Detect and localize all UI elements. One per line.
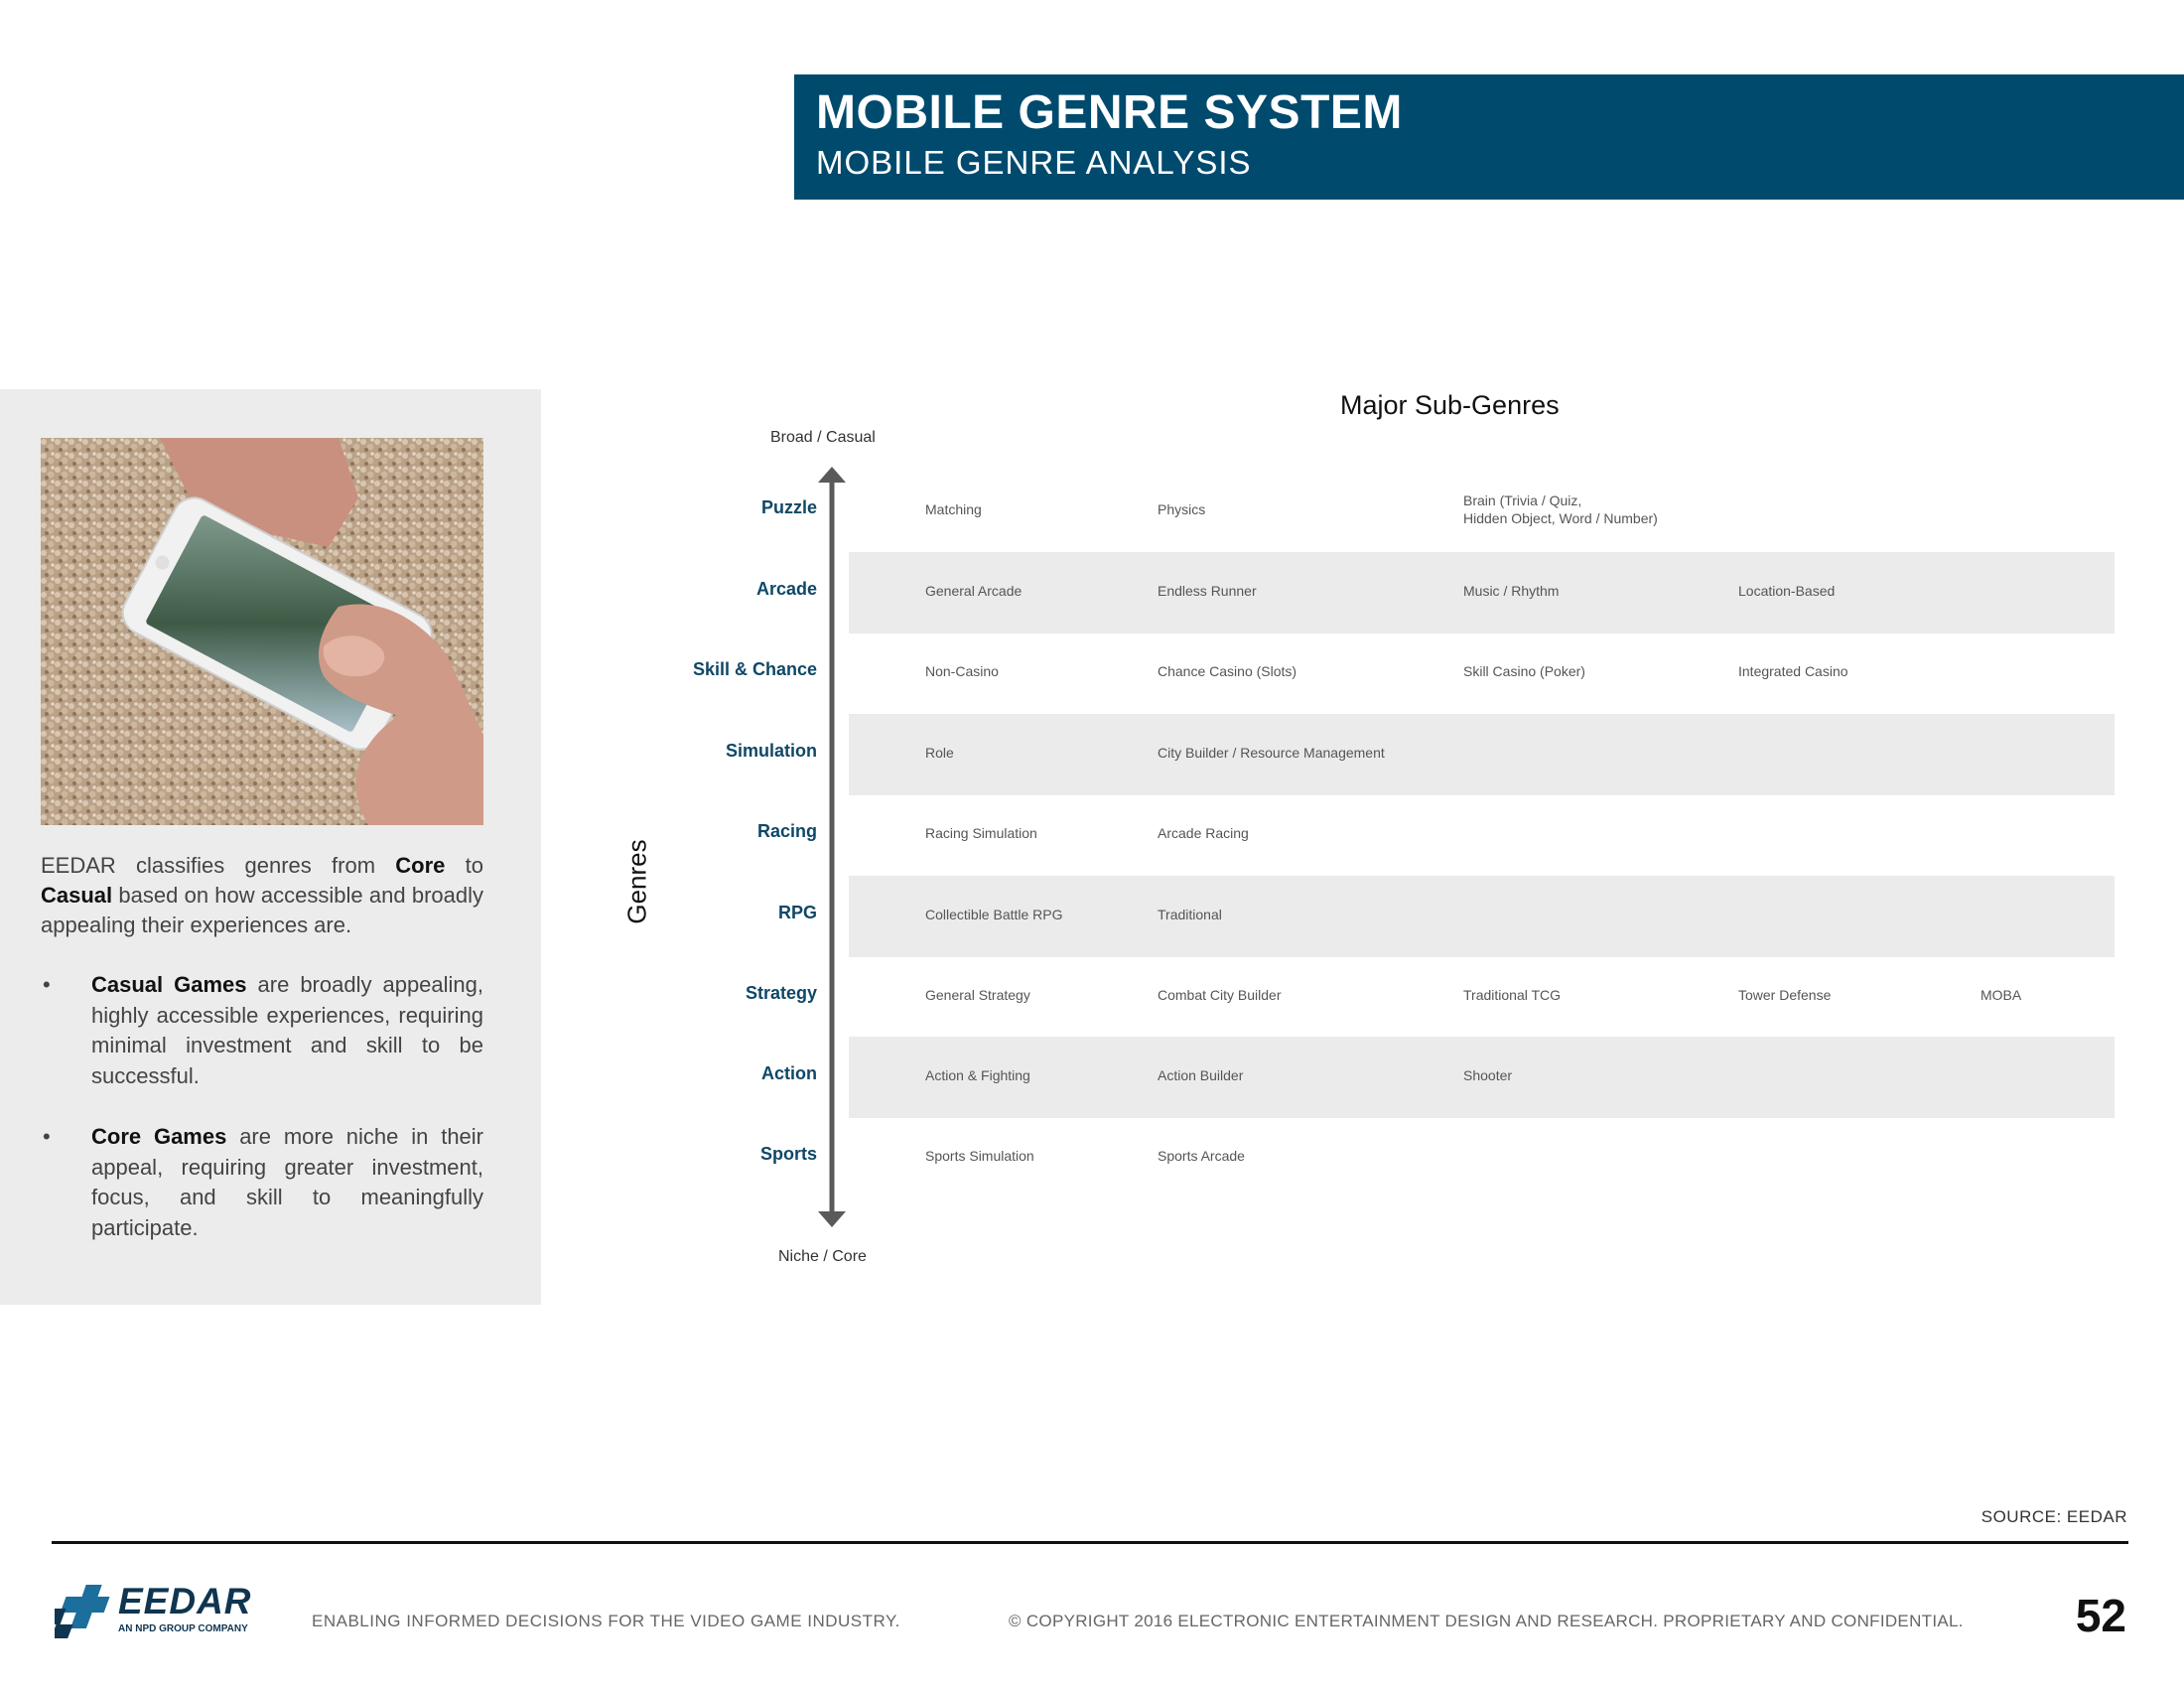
- genre-row: [761, 1037, 2115, 1118]
- sub-genre-cell: City Builder / Resource Management: [1158, 745, 1385, 761]
- side-panel: [0, 389, 541, 1305]
- definitions-list: [41, 970, 483, 1274]
- genre-label: Skill & Chance: [692, 659, 817, 679]
- genre-label: Racing: [756, 821, 817, 841]
- genre-row: [725, 714, 2115, 795]
- sub-genre-cell: Traditional: [1158, 907, 1222, 922]
- axis-bottom-label: Niche / Core: [778, 1248, 867, 1265]
- arrow-down-icon: [818, 1211, 846, 1227]
- footer-divider: [52, 1541, 2128, 1544]
- genre-row: [745, 956, 2115, 1038]
- page-title: MOBILE GENRE SYSTEM: [816, 86, 1403, 139]
- core-games-definition: are more niche in their appeal, requiring greater investment, focus, and skill to meaningfully participate.: [91, 1124, 484, 1240]
- sub-genre-cell: Skill Casino (Poker): [1463, 663, 1585, 679]
- footer-tagline: ENABLING INFORMED DECISIONS FOR THE VIDEO GAME INDUSTRY.: [312, 1612, 900, 1630]
- genre-label: Strategy: [745, 983, 817, 1003]
- sub-genre-cell: Location-Based: [1738, 583, 1836, 599]
- source-note: SOURCE: EEDAR: [1980, 1507, 2127, 1526]
- genre-row: [759, 1117, 2115, 1198]
- sub-genre-cell: MOBA: [1980, 987, 2022, 1003]
- double-arrow-axis: [814, 465, 850, 1229]
- phone-photo: [41, 438, 483, 825]
- genre-label: Sports: [759, 1144, 817, 1164]
- sub-genre-cell: Arcade Racing: [1158, 825, 1249, 841]
- sub-genre-cell: Matching: [925, 501, 982, 517]
- bullet-glyph: •: [43, 1124, 51, 1149]
- sub-genre-cell: Brain (Trivia / Quiz, Hidden Object, Word / Number): [1463, 492, 1658, 526]
- sub-genre-cell: Non-Casino: [925, 663, 999, 679]
- list-item: [41, 1122, 483, 1243]
- core-games-term: Core Games: [91, 1124, 227, 1149]
- page-subtitle: MOBILE GENRE ANALYSIS: [816, 144, 1252, 182]
- eedar-logo: [55, 1581, 263, 1640]
- genre-label: Puzzle: [760, 497, 817, 517]
- intro-paragraph: [41, 851, 483, 940]
- sub-genre-cell: Action Builder: [1158, 1067, 1244, 1083]
- intro-casual-term: Casual: [41, 883, 113, 908]
- genre-label: Action: [761, 1063, 817, 1083]
- sub-genre-cell: Sports Simulation: [925, 1148, 1034, 1164]
- sub-genre-cell: Role: [925, 745, 954, 761]
- sub-genre-cell: Combat City Builder: [1158, 987, 1282, 1003]
- axis-top-label: Broad / Casual: [770, 429, 876, 446]
- genre-row: [692, 633, 2115, 714]
- copyright-notice: © COPYRIGHT 2016 ELECTRONIC ENTERTAINMENT DESIGN AND RESEARCH. PROPRIETARY AND CONFIDENTIAL.: [1009, 1612, 1964, 1630]
- sub-genre-cell: Tower Defense: [1738, 987, 1832, 1003]
- logo-tagline: AN NPD GROUP COMPANY: [118, 1623, 248, 1634]
- logo-mark-icon: [55, 1583, 114, 1640]
- sub-genre-cell: General Strategy: [925, 987, 1030, 1003]
- chart-title: Major Sub-Genres: [1340, 390, 1560, 420]
- sub-genre-cell: Collectible Battle RPG: [925, 907, 1063, 922]
- sub-genre-cell: Traditional TCG: [1463, 987, 1562, 1003]
- sub-genre-cell: Chance Casino (Slots): [1158, 663, 1297, 679]
- genre-row: [777, 876, 2115, 957]
- sub-genre-cell: Racing Simulation: [925, 825, 1037, 841]
- intro-text-3: based on how accessible and broadly appealing their experiences are.: [41, 883, 483, 937]
- genre-label: Simulation: [725, 741, 817, 761]
- logo-wordmark: EEDAR: [118, 1581, 252, 1621]
- sub-genre-cell: Action & Fighting: [925, 1067, 1030, 1083]
- sub-genre-cell: Physics: [1158, 501, 1206, 517]
- list-item: [41, 970, 483, 1091]
- genre-label: RPG: [777, 903, 817, 922]
- sub-genre-cell: Shooter: [1463, 1067, 1513, 1083]
- sub-genre-cell: Endless Runner: [1158, 583, 1257, 599]
- genre-label: Arcade: [755, 579, 817, 599]
- sub-genre-cell: Sports Arcade: [1158, 1148, 1245, 1164]
- genres-axis-label: Genres: [621, 839, 652, 924]
- genre-row: [756, 794, 2115, 876]
- genre-row: [760, 471, 2115, 552]
- genre-row: [755, 552, 2115, 633]
- page-number: 52: [2075, 1590, 2126, 1641]
- sub-genre-cell: General Arcade: [925, 583, 1023, 599]
- sub-genre-cell: Music / Rhythm: [1463, 583, 1560, 599]
- header-banner: [794, 74, 2184, 200]
- bullet-glyph: •: [43, 972, 51, 997]
- intro-core-term: Core: [395, 853, 446, 878]
- casual-games-term: Casual Games: [91, 972, 247, 997]
- arrow-up-icon: [818, 467, 846, 483]
- sub-genre-cell: Integrated Casino: [1738, 663, 1848, 679]
- casual-games-definition: are broadly appealing, highly accessible experiences, requiring minimal investment and skill to be successful.: [91, 972, 484, 1088]
- intro-text-2: to: [445, 853, 483, 878]
- intro-text-1: EEDAR classifies genres from: [41, 853, 396, 878]
